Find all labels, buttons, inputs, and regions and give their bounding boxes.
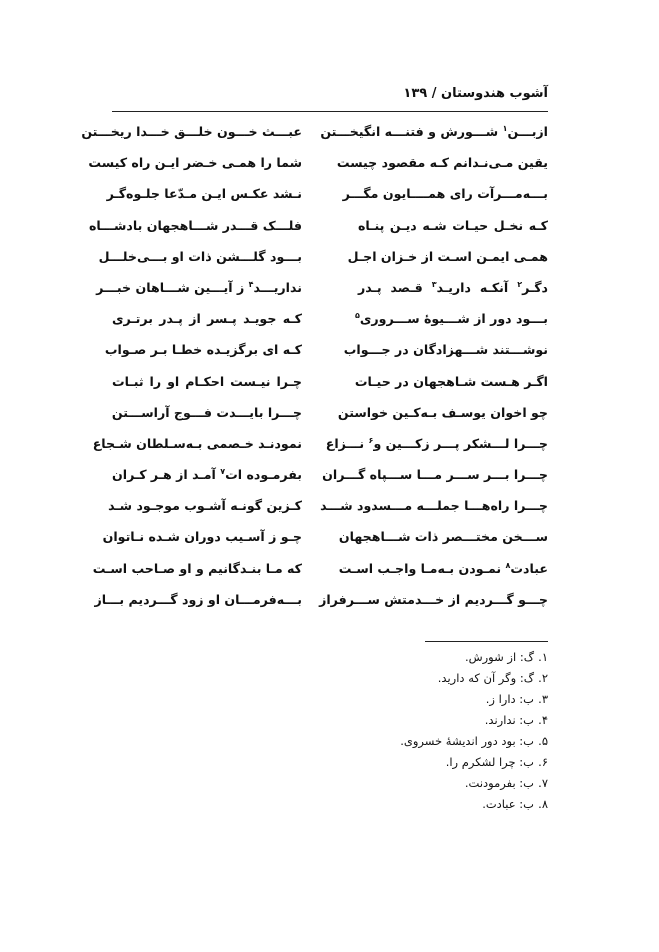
footnote-ref: ۵ [354,310,360,320]
footnote-ref: ۲ [517,279,523,289]
footnote-number: ۵. [538,734,548,748]
hemistich-right [358,280,548,295]
verse-row [112,305,548,336]
hemistich-left [92,560,302,576]
verse-row [108,492,548,523]
hemistich-right [319,591,548,607]
hemistich-text: بـــه‌فرمـــان او زود گـــردیم بـــاز [94,591,302,607]
hemistich-left [96,279,302,295]
verse-row [98,243,548,274]
running-header [112,86,548,101]
hemistich-right [325,435,548,451]
footnote-item [300,797,548,818]
footnote-number: ۱. [538,650,548,664]
hemistich-text: نمودنـد خـصمی بـه‌سـلطان شـجاع [92,435,302,451]
hemistich-text: نـشد عکـس ایـن مـدّعا جلـوه‌گـر [106,186,302,202]
verse-row [92,430,548,461]
verse-row [106,180,548,211]
header-rule [112,111,548,112]
verse-row [81,118,548,149]
hemistich-text: چـو ز آسـیب دوران شـده نـاتوان [102,529,302,545]
hemistich-right [343,342,548,358]
hemistich-text: اگـر هـست شـاهجهان در حیـات [354,373,548,389]
hemistich-text: نوشـــتند شـــهزادگان در جـــواب [343,342,548,358]
hemistich-right [336,155,548,171]
footnote-number: ۷. [538,776,548,790]
hemistich-text: نمـودن بـه‌مـا واجـب اسـت [338,560,506,576]
footnote-text: ب: ندارند. [484,713,534,727]
hemistich-text: دگـر [522,279,549,295]
verse-row [96,274,549,305]
hemistich-text: چـــرا بایـــدت فـــوج آراســـتن [111,404,302,420]
footnote-ref: ۴ [248,279,254,289]
hemistich-right [347,248,548,264]
hemistich-right [338,560,548,576]
hemistich-text: بـــود گلـــشن ذات او بـــی‌خلـــل [98,248,302,264]
hemistich-left [112,311,302,326]
footnote-text: گ: از شورش. [464,650,534,664]
verse-row [88,212,548,243]
hemistich-left [81,124,302,139]
hemistich-left [102,529,302,545]
hemistich-right [354,310,548,327]
hemistich-text: کـه ای برگزیـده خطـا بـر صـواب [104,342,302,358]
hemistich-text: چـرا نیـست احکـام او را ثبـات [112,373,302,389]
hemistich-text: چـــرا بـــر ســـر مـــا ســـپاه گـــران [322,467,548,483]
footnote-item [300,671,548,692]
footnote-item [300,692,548,713]
verse-row [112,399,548,430]
footnote-item [300,734,548,755]
hemistich-text: چو اخوان یوسـف بـه‌کـین خواستن [337,404,548,420]
hemistich-text: که مـا بنـدگانیم و او صـاحب اسـت [92,560,302,576]
hemistich-left [112,374,302,389]
hemistich-text: شما را همـی خـضر ایـن راه کیست [88,155,302,171]
verse-row [112,461,548,492]
hemistich-text: کـه جویـد پـسر از پـدر برتـری [112,311,302,327]
hemistich-text: چـــو گـــردیم از خـــدمتش ســـرفراز [319,591,548,607]
hemistich-text: کـه نخـل حیـات شـه دیـن پنـاه [358,217,548,233]
verse-row [102,523,548,554]
hemistich-left [112,467,302,482]
hemistich-text: آنکـه داریـد [436,279,518,295]
hemistich-text: یقین مـی‌نـدانم کـه مقصود چیست [336,155,548,171]
hemistich-left [94,591,302,607]
footnote-text: ب: چرا لشکرم را. [445,755,534,769]
footnote-item [300,713,548,734]
hemistich-right [358,218,548,233]
poem-verses [81,118,549,617]
hemistich-text: همـی ایمـن اسـت از خـزان اجـل [347,248,548,264]
footnote-ref: ۶ [368,435,374,445]
hemistich-text: بفرمـوده ات [225,467,302,483]
hemistich-left [88,155,302,171]
footnote-text: ب: بفرمودنت. [464,776,534,790]
hemistich-right [338,529,548,545]
verse-row [92,555,548,586]
footnote-ref: ۸ [505,560,511,570]
hemistich-left [104,342,302,358]
footnote-text: ب: دارا ز. [485,692,534,706]
footnote-number: ۶. [538,755,548,769]
hemistich-right [342,186,548,202]
verse-row [112,368,548,399]
hemistich-text: ســـخن مختـــصر ذات شـــاهجهان [338,529,548,545]
footnote-ref: ۱ [502,123,508,133]
hemistich-left [112,405,302,420]
hemistich-left [98,248,302,264]
hemistich-right [322,467,548,483]
hemistich-left [88,217,302,233]
hemistich-text: قـصد پـدر [358,279,432,295]
hemistich-text: آمـد از هـر کـران [112,467,221,483]
footnotes [300,650,548,818]
verse-row [94,586,548,617]
footnote-item [300,755,548,776]
footnote-number: ۲. [538,671,548,685]
hemistich-text: فلـــک قـــدر شـــاهجهان بادشـــاه [88,217,302,233]
verse-row [104,336,548,367]
footnote-text: گ: وگر آن که دارید. [437,671,534,685]
footnote-number: ۳. [538,692,548,706]
hemistich-text: ازبـــن [507,124,548,139]
hemistich-text: ز آیـــین شـــاهان خبـــر [96,279,249,295]
footnote-text: ب: بود دور اندیشۀ خسروی. [400,734,534,748]
hemistich-text: چـــرا لـــشکر پـــر زکـــین و [373,435,548,451]
hemistich-right [354,373,548,389]
hemistich-text: بـــود دور از شـــیوۀ ســـروری [359,311,548,327]
hemistich-text: شـــورش و فتنـــه انگیخـــتن [320,124,503,139]
hemistich-right [320,123,548,139]
footnote-ref: ۳ [431,279,437,289]
hemistich-text: نداریـــد [253,279,302,295]
hemistich-text: عبـــث خـــون خلـــق خـــدا ریخـــتن [81,124,302,139]
hemistich-left [92,435,302,451]
hemistich-left [106,186,302,202]
hemistich-text: عبادت [510,560,548,576]
hemistich-right [320,498,548,514]
hemistich-text: کـزین گونـه آشـوب موجـود شـد [108,498,302,514]
hemistich-text: نـــزاع [325,435,369,451]
hemistich-text: بـــه‌مـــرآت رای همــــایون مگـــر [342,186,548,202]
footnote-text: ب: عبادت. [482,797,534,811]
footnote-item [300,650,548,671]
hemistich-left [108,498,302,514]
footnote-ref: ۷ [220,466,226,476]
verse-row [88,149,548,180]
footnote-number: ۸. [538,797,548,811]
running-header-text: آشوب هندوستان / ۱۳۹ [403,86,548,101]
footnote-number: ۴. [538,713,548,727]
hemistich-text: چـــرا راه‌هـــا جملـــه مـــسدود شـــد [320,498,548,514]
footnote-rule [425,641,548,642]
hemistich-right [337,404,548,420]
footnote-item [300,776,548,797]
